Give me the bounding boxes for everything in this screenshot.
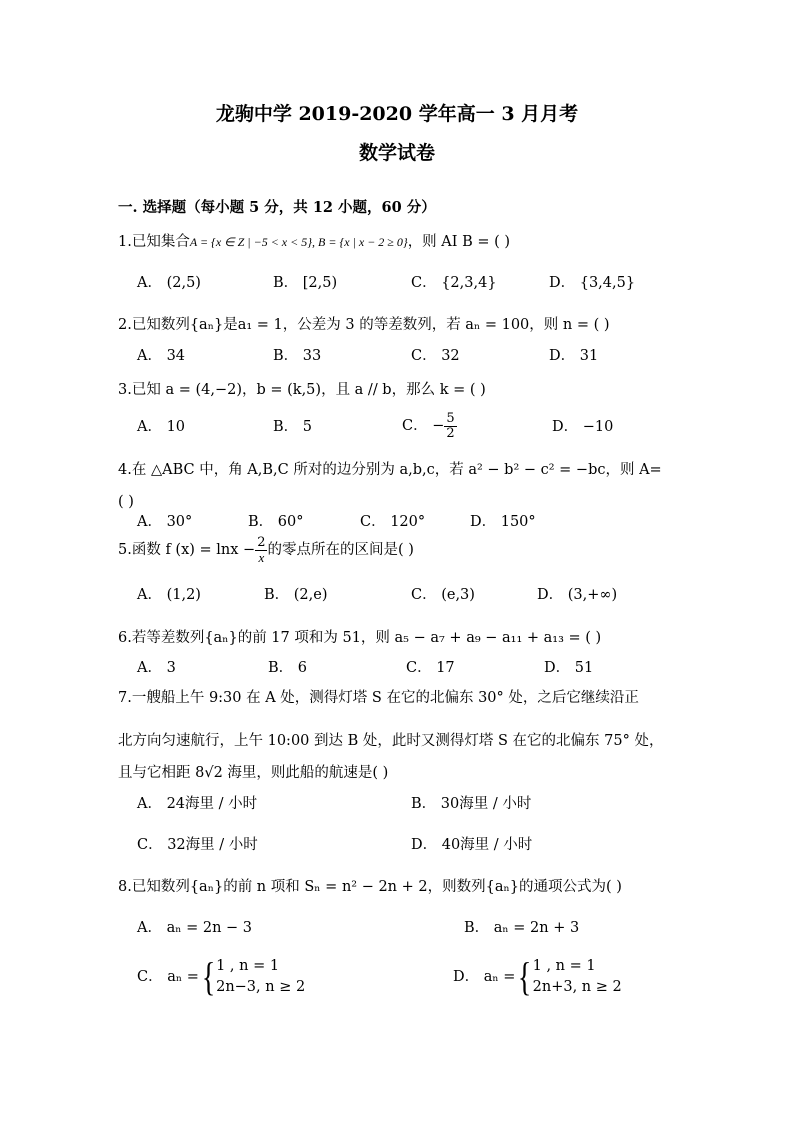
question-5-option-c: C． (e,3) xyxy=(411,587,475,603)
question-1-sets: A = {x ∈ Z | −5 < x < 5}, B = {x | x − 2 ≥ 0} xyxy=(189,235,408,249)
question-6-option-c: C． 17 xyxy=(406,660,455,676)
question-1-option-c: C． {2,3,4} xyxy=(411,275,497,291)
question-5-option-a: A． (1,2) xyxy=(137,587,201,603)
case-2: 2n+3, n ≥ 2 xyxy=(532,979,622,996)
question-1-option-a: A． (2,5) xyxy=(137,275,201,291)
question-2-option-a: A． 34 xyxy=(137,348,186,364)
page-subtitle: 数学试卷 xyxy=(358,142,435,164)
question-5-stem xyxy=(118,536,414,564)
question-8-option-a: A． aₙ = 2n − 3 xyxy=(137,920,253,936)
fraction-numerator: 2 xyxy=(257,535,266,550)
question-5-function: 5.函数 f (x) = lnx − xyxy=(118,542,256,559)
question-7-option-a: A． 24海里 / 小时 xyxy=(137,796,258,812)
question-2-option-d: D． 31 xyxy=(549,348,599,364)
question-2-option-b: B． 33 xyxy=(273,348,322,364)
question-2-stem: 2.已知数列{aₙ}是a₁ = 1，公差为 3 的等差数列，若 aₙ = 100，则 n = ( ) xyxy=(118,317,610,333)
question-5-option-d: D． (3,+∞) xyxy=(537,587,618,603)
piecewise-cases xyxy=(216,956,305,998)
question-8-option-d-label: D． aₙ = xyxy=(453,969,516,986)
question-7-option-c: C． 32海里 / 小时 xyxy=(137,837,258,853)
question-1-option-b: B． [2,5) xyxy=(273,275,338,291)
question-3-option-c-label: C． − xyxy=(402,418,445,435)
question-1-tail: ，则 AI B = ( ) xyxy=(407,234,511,250)
question-8-stem: 8.已知数列{aₙ}的前 n 项和 Sₙ = n² − 2n + 2，则数列{aₙ}的通项公式为( ) xyxy=(118,879,622,895)
case-2: 2n−3, n ≥ 2 xyxy=(216,979,306,996)
case-1: 1 , n = 1 xyxy=(216,958,280,974)
question-7-option-d: D． 40海里 / 小时 xyxy=(411,837,533,853)
section-heading: 一. 选择题（每小题 5 分，共 12 小题，60 分） xyxy=(118,199,436,216)
question-3-option-d: D． −10 xyxy=(552,419,614,435)
fraction xyxy=(444,412,456,440)
left-brace-icon: { xyxy=(518,954,532,1000)
question-6-stem: 6.若等差数列{aₙ}的前 17 项和为 51，则 a₅ − a₇ + a₉ − a₁₁ + a₁₃ = ( ) xyxy=(118,630,602,646)
page-title: 龙驹中学 2019-2020 学年高一 3 月月考 xyxy=(215,103,579,125)
question-3-option-c xyxy=(402,412,457,440)
fraction-denominator: 2 xyxy=(446,425,455,441)
question-4-option-c: C． 120° xyxy=(360,514,426,530)
question-6-option-a: A． 3 xyxy=(137,660,176,676)
case-1: 1 , n = 1 xyxy=(532,958,596,974)
question-3-vector-a: 3.已知 a = (4,−2)， xyxy=(118,382,257,398)
question-3-stem xyxy=(118,383,486,398)
fraction-denominator: x xyxy=(258,549,265,565)
question-8-option-c-label: C． aₙ = xyxy=(137,969,199,986)
question-6-option-b: B． 6 xyxy=(268,660,307,676)
question-1-stem xyxy=(118,235,510,250)
question-4-option-a: A． 30° xyxy=(137,514,193,530)
question-7-option-b: B． 30海里 / 小时 xyxy=(411,796,532,812)
question-4-option-d: D． 150° xyxy=(470,514,536,530)
question-7-line-3: 且与它相距 8√2 海里，则此船的航速是( ) xyxy=(118,765,389,781)
question-2-option-c: C． 32 xyxy=(411,348,460,364)
question-3-option-a: A． 10 xyxy=(137,419,186,435)
fraction xyxy=(255,536,267,564)
question-8-option-d xyxy=(453,956,622,998)
fraction-numerator: 5 xyxy=(446,411,455,426)
question-8-option-c xyxy=(137,956,305,998)
question-1-option-d: D． {3,4,5} xyxy=(549,275,636,291)
question-7-line-1: 7.一艘船上午 9:30 在 A 处，测得灯塔 S 在它的北偏东 30° 处，之后它继续沿正 xyxy=(118,690,639,706)
question-3-option-b: B． 5 xyxy=(273,419,312,435)
question-3-vector-b: b = (k,5)，且 a // b，那么 k = ( ) xyxy=(256,382,486,398)
question-7-line-2: 北方向匀速航行，上午 10:00 到达 B 处，此时又测得灯塔 S 在它的北偏东 75° 处， xyxy=(118,733,664,749)
question-1-lead: 1.已知集合 xyxy=(118,234,190,250)
piecewise-cases xyxy=(533,956,622,998)
question-4-paren: ( ) xyxy=(118,494,134,510)
question-5-tail: 的零点所在的区间是( ) xyxy=(267,542,414,559)
question-5-option-b: B． (2,e) xyxy=(264,587,328,603)
question-8-option-b: B． aₙ = 2n + 3 xyxy=(464,920,580,936)
left-brace-icon: { xyxy=(201,954,216,1000)
question-4-stem: 4.在 △ABC 中，角 A,B,C 所对的边分别为 a,b,c，若 a² − b² − c² = −bc，则 A= xyxy=(118,462,662,478)
question-6-option-d: D． 51 xyxy=(544,660,594,676)
question-4-option-b: B． 60° xyxy=(248,514,304,530)
